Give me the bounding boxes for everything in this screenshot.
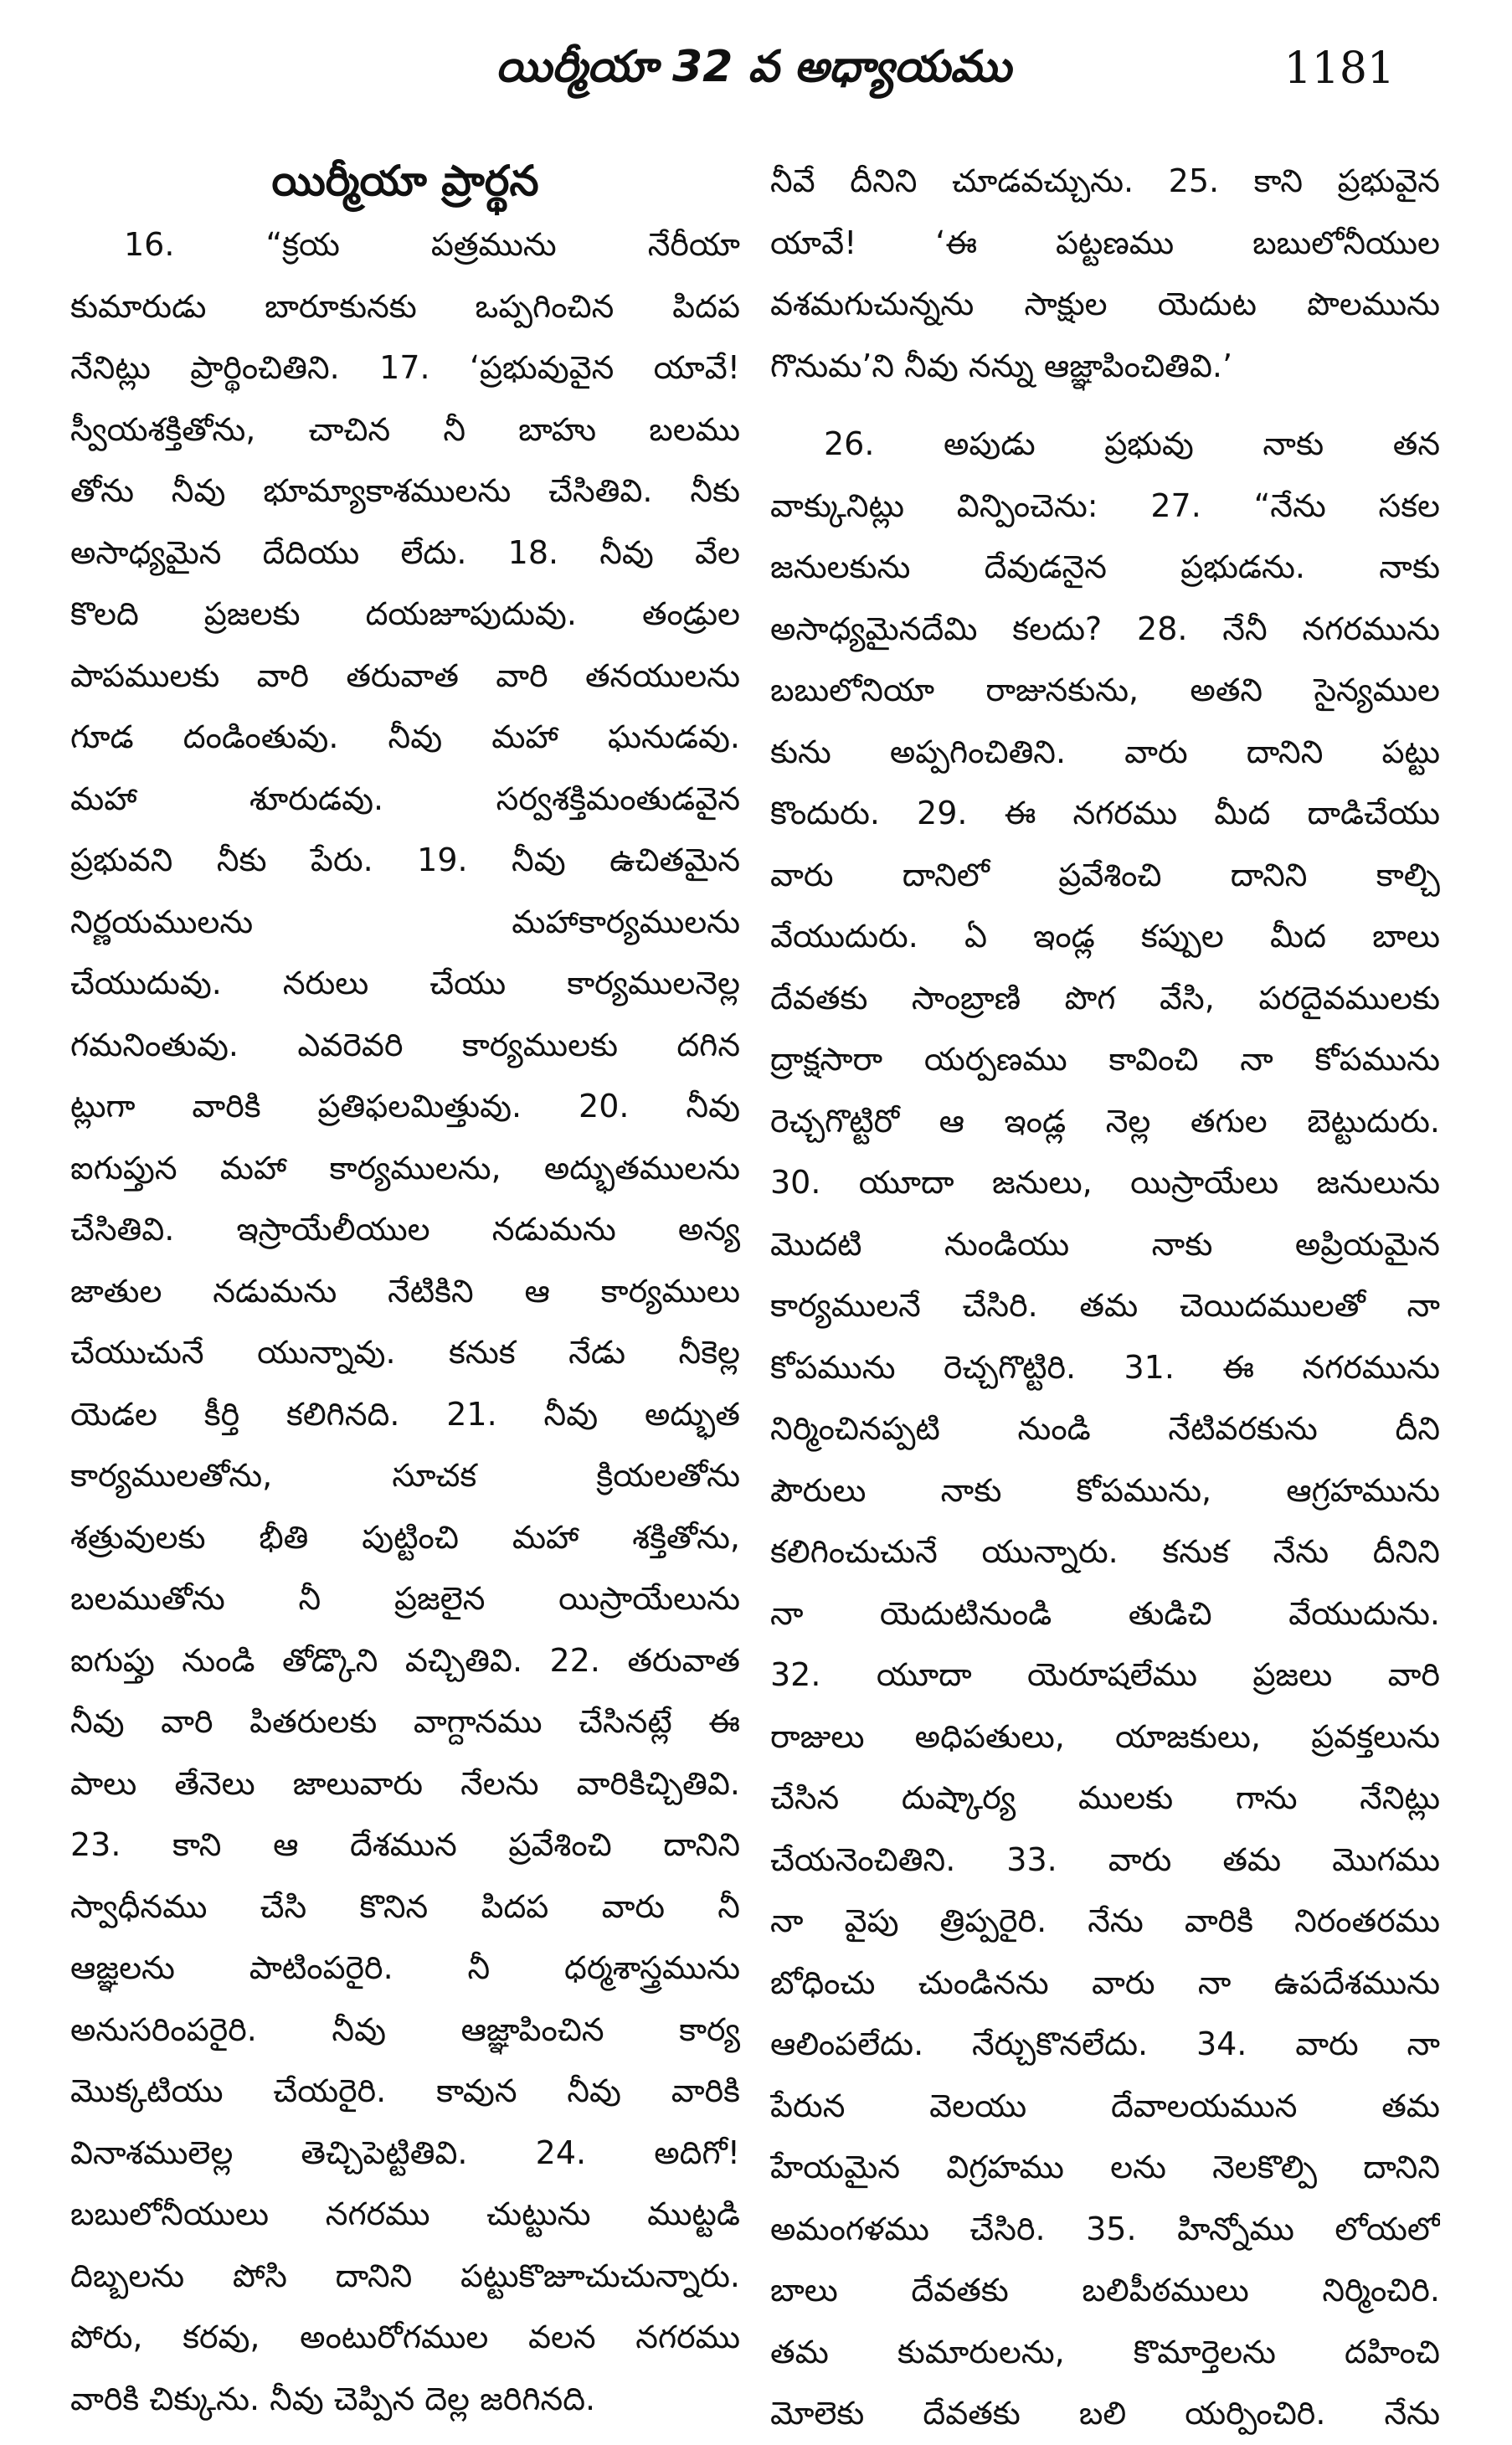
text-line: పాపములకు వారి తరువాత వారి తనయులను [70, 656, 740, 694]
text-line: కలిగించుచునే యున్నారు. కనుక నేను దీనిని [770, 1533, 1440, 1570]
left-column [70, 151, 740, 2430]
text-line: బబులోనీయులు నగరము చుట్టును ముట్టడి [70, 2195, 740, 2232]
text-line: కార్యములనే చేసిరి. తమ చెయిదములతో నా [770, 1287, 1440, 1324]
text-line: గమనింతువు. ఎవరెవరి కార్యములకు దగిన [70, 1026, 740, 1063]
text-line: చేసిన దుష్కార్య ములకు గాను నేనిట్లు [770, 1779, 1440, 1816]
text-line: మొదటి నుండియు నాకు అప్రియమైన [770, 1225, 1440, 1263]
text-line: ప్రభువని నీకు పేరు. 19. నీవు ఉచితమైన [70, 842, 740, 878]
text-line: నిర్మించినప్పటి నుండి నేటివరకును దీని [770, 1410, 1440, 1447]
text-line: జాతుల నడుమను నేటికిని ఆ కార్యములు [70, 1272, 740, 1310]
text-line: నా యెదుటినుండి తుడిచి వేయుదును. [770, 1594, 1440, 1632]
text-line: ట్లుగా వారికి ప్రతిఫలమిత్తువు. 20. నీవు [70, 1088, 740, 1125]
text-line: వాక్కునిట్లు విన్పించెను: 27. “నేను సకల [770, 486, 1440, 524]
text-line: కుమారుడు బారూకునకు ఒప్పగించిన పిదప [70, 287, 740, 325]
text-line: 16. “క్రయ పత్రమును నేరీయా [124, 226, 740, 263]
text-line: బలముతోను నీ ప్రజలైన యిస్రాయేలును [70, 1580, 740, 1617]
section-heading: యిర్మీయా ప్రార్థన [271, 157, 539, 205]
text-line: ఐగుప్తు నుండి తోడ్కొని వచ్చితివి. 22. తరువాత [70, 1641, 740, 1679]
page-header [0, 33, 1512, 109]
text-line: జనులకును దేవుడనైన ప్రభుడను. నాకు [770, 548, 1440, 585]
text-line: బబులోనియా రాజునకును, అతని సైన్యముల [770, 672, 1440, 708]
text-line: పేరున వెలయు దేవాలయమున తమ [770, 2087, 1440, 2124]
text-line: బాలు దేవతకు బలిపీఠములు నిర్మించిరి. [770, 2272, 1440, 2309]
text-line: గొనుమ’ని నీవు నన్ను ఆజ్ఞాపించితివి.’ [770, 347, 1233, 384]
text-line: చేయుదువు. నరులు చేయు కార్యములనెల్ల [70, 965, 740, 1001]
paragraph-gap [770, 397, 1440, 414]
text-line: రాజులు అధిపతులు, యాజకులు, ప్రవక్తలును [770, 1717, 1440, 1755]
text-line: దేవతకు సాంబ్రాణి పొగ వేసి, పరదైవములకు [770, 979, 1440, 1017]
text-line: యావే! ‘ఈ పట్టణము బబులోనీయుల [770, 224, 1440, 261]
text-line: దిబ్బలను పోసి దానిని పట్టుకొజూచుచున్నారు. [70, 2257, 740, 2294]
text-line: స్వాధీనము చేసి కొనిన పిదప వారు నీ [70, 1887, 740, 1925]
text-line: నా వైపు త్రిప్పరైరి. నేను వారికి నిరంతరము [770, 1902, 1440, 1939]
text-line: అసాధ్యమైన దేదియు లేదు. 18. నీవు వేల [70, 533, 740, 571]
text-line: ఆలింపలేదు. నేర్చుకొనలేదు. 34. వారు నా [770, 2025, 1440, 2062]
text-line: ఐగుప్తున మహా కార్యములను, అద్భుతములను [70, 1149, 740, 1186]
text-line: స్వీయశక్తితోను, చాచిన నీ బాహు బలము [70, 410, 740, 448]
text-line: వేయుదురు. ఏ ఇండ్ల కప్పుల మీద బాలు [770, 918, 1440, 955]
text-line: నిర్ణయములను మహాకార్యములను [70, 903, 740, 940]
right-column [770, 151, 1440, 2445]
text-line: నేనిట్లు ప్రార్థించితిని. 17. ‘ప్రభువువైన యావే! [70, 349, 740, 386]
text-line: పౌరులు నాకు కోపమును, ఆగ్రహమును [770, 1471, 1440, 1509]
text-line: ఆజ్ఞలను పాటింపరైరి. నీ ధర్మశాస్త్రమును [70, 1949, 740, 1986]
text-line: రెచ్చగొట్టిరో ఆ ఇండ్ల నెల్ల తగుల బెట్టుదురు. [770, 1102, 1440, 1140]
text-line: 30. యూదా జనులు, యిస్రాయేలు జనులును [770, 1164, 1440, 1201]
text-line: మొక్కటియు చేయరైరి. కావున నీవు వారికి [70, 2072, 740, 2109]
text-line: చేయనెంచితిని. 33. వారు తమ మొగము [770, 1840, 1440, 1878]
text-line: అనుసరింపరైరి. నీవు ఆజ్ఞాపించిన కార్య [70, 2010, 740, 2048]
text-line: పాలు తేనెలు జాలువారు నేలను వారికిచ్చితివి. [70, 1764, 740, 1802]
text-line: అసాధ్యమైనదేమి కలదు? 28. నేనీ నగరమును [770, 610, 1440, 647]
text-line: మహా శూరుడవు. సర్వశక్తిమంతుడవైన [70, 780, 740, 817]
text-line: గూడ దండింతువు. నీవు మహా ఘనుడవు. [70, 718, 740, 755]
text-line: కొందురు. 29. ఈ నగరము మీద దాడిచేయు [770, 795, 1440, 831]
text-line: 26. అపుడు ప్రభువు నాకు తన [824, 425, 1440, 462]
text-line: కొలది ప్రజలకు దయజూపుదువు. తండ్రుల [70, 595, 740, 632]
text-line: అమంగళము చేసిరి. 35. హిన్నోము లోయలో [770, 2210, 1440, 2247]
text-line: తమ కుమారులను, కొమార్తెలను దహించి [770, 2333, 1440, 2370]
text-line: నీవు వారి పితరులకు వాగ్దానము చేసినట్లే ఈ [70, 1703, 740, 1740]
text-line: యెడల కీర్తి కలిగినది. 21. నీవు అద్భుత [70, 1395, 740, 1433]
text-line: కార్యములతోను, సూచక క్రియలతోను [70, 1457, 740, 1494]
text-line: హేయమైన విగ్రహము లను నెలకొల్పి దానిని [770, 2149, 1440, 2185]
text-line: ద్రాక్షసారా యర్పణము కావించి నా కోపమును [770, 1041, 1440, 1078]
text-line: చేయుచునే యున్నావు. కనుక నేడు నీకెల్ల [70, 1334, 740, 1371]
text-line: పోరు, కరవు, అంటురోగముల వలన నగరము [70, 2319, 740, 2355]
text-line: తోను నీవు భూమ్యాకాశములను చేసితివి. నీకు [70, 472, 740, 509]
text-line: వినాశములెల్ల తెచ్చిపెట్టితివి. 24. అదిగో! [70, 2134, 740, 2171]
running-title: యిర్మీయా 32 వ అధ్యాయము [496, 42, 1011, 92]
text-line: మోలెకు దేవతకు బలి యర్పించిరి. నేను [770, 2395, 1440, 2432]
text-line: వశమగుచున్నను సాక్షుల యెదుట పొలమును [770, 286, 1440, 322]
text-line: వారికి చిక్కును. నీవు చెప్పిన దెల్ల జరిగినది. [70, 2380, 596, 2417]
text-line: కోపమును రెచ్చగొట్టిరి. 31. ఈ నగరమును [770, 1348, 1440, 1386]
text-line: శత్రువులకు భీతి పుట్టించి మహా శక్తితోను, [70, 1518, 740, 1556]
text-line: 32. యూదా యెరూషలేము ప్రజలు వారి [770, 1656, 1440, 1693]
text-line: చేసితివి. ఇస్రాయేలీయుల నడుమను అన్య [70, 1211, 740, 1248]
text-line: వారు దానిలో ప్రవేశించి దానిని కాల్చి [770, 856, 1440, 893]
text-line: కును అప్పగించితిని. వారు దానిని పట్టు [770, 733, 1440, 770]
text-line: నీవే దీనిని చూడవచ్చును. 25. కాని ప్రభువైన [770, 162, 1440, 199]
text-line: బోధించు చుండినను వారు నా ఉపదేశమును [770, 1964, 1440, 2001]
text-line: 23. కాని ఆ దేశమున ప్రవేశించి దానిని [70, 1826, 740, 1863]
page-number: 1181 [1283, 44, 1395, 94]
